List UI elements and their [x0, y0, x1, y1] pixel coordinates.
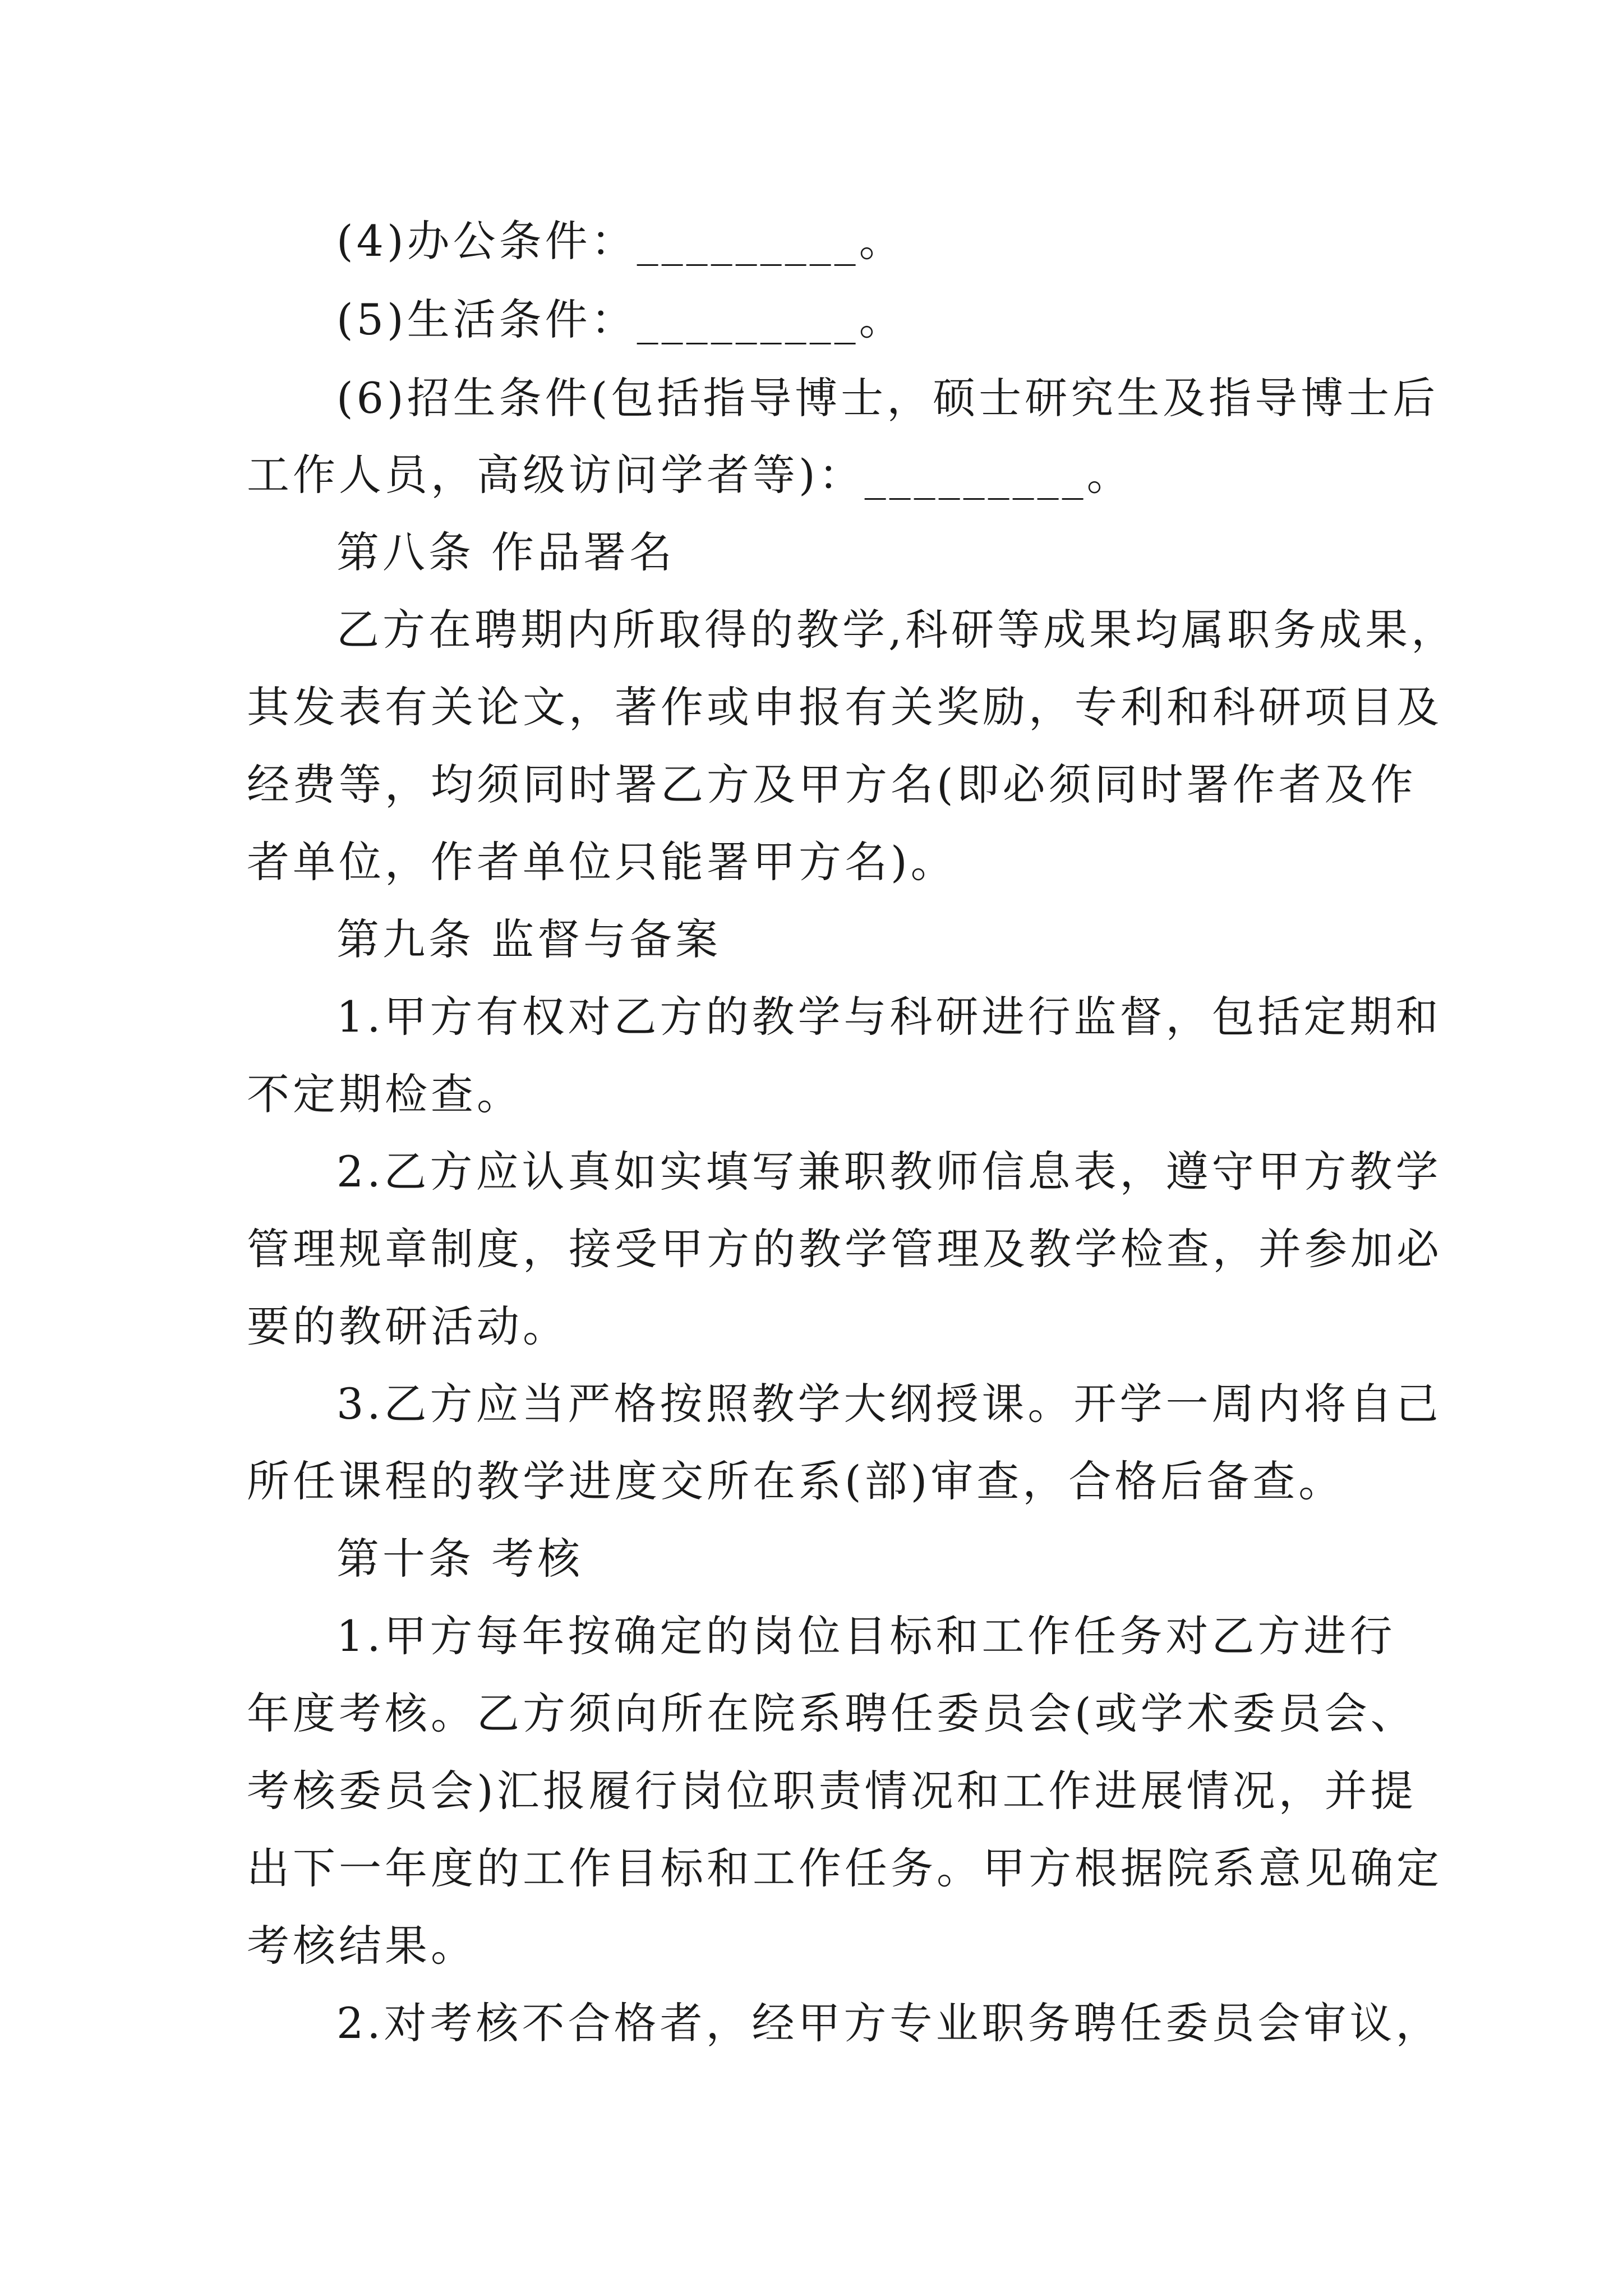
paragraph-line: 工作人员，高级访问学者等)：_________。 — [247, 450, 1133, 500]
paragraph-line: 要的教研活动。 — [247, 1301, 569, 1351]
paragraph-line: 其发表有关论文，著作或申报有关奖励，专利和科研项目及 — [247, 682, 1442, 732]
paragraph-line: 不定期检查。 — [247, 1069, 523, 1119]
article-8-heading: 第八条 作品署名 — [336, 527, 676, 577]
paragraph-line: 3.乙方应当严格按照教学大纲授课。开学一周内将自己 — [336, 1379, 1442, 1429]
paragraph-line: 年度考核。乙方须向所在院系聘任委员会(或学术委员会、 — [247, 1688, 1417, 1738]
paragraph-line: 管理规章制度，接受甲方的教学管理及教学检查，并参加必 — [247, 1224, 1442, 1274]
paragraph-line: 考核委员会)汇报履行岗位职责情况和工作进展情况，并提 — [247, 1766, 1417, 1816]
clause-living-conditions: (5)生活条件：_________。 — [336, 295, 905, 344]
paragraph-line: 经费等，均须同时署乙方及甲方名(即必须同时署作者及作 — [247, 760, 1417, 809]
paragraph-line: 2.乙方应认真如实填写兼职教师信息表，遵守甲方教学 — [336, 1147, 1442, 1197]
article-9-heading: 第九条 监督与备案 — [336, 914, 722, 964]
article-10-heading: 第十条 考核 — [336, 1534, 584, 1584]
paragraph-line: 所任课程的教学进度交所在系(部)审查，合格后备查。 — [247, 1456, 1345, 1506]
paragraph-line: 考核结果。 — [247, 1921, 477, 1971]
paragraph-line: 乙方在聘期内所取得的教学,科研等成果均属职务成果， — [336, 605, 1458, 655]
paragraph-line: 1.甲方每年按确定的岗位目标和工作任务对乙方进行 — [336, 1611, 1396, 1661]
clause-enrollment-conditions: (6)招生条件(包括指导博士，硕士研究生及指导博士后 — [336, 373, 1439, 423]
paragraph-line: 出下一年度的工作目标和工作任务。甲方根据院系意见确定 — [247, 1843, 1442, 1893]
paragraph-line: 1.甲方有权对乙方的教学与科研进行监督，包括定期和 — [336, 992, 1442, 1042]
clause-office-conditions: (4)办公条件：_________。 — [336, 216, 905, 266]
paragraph-line: 2.对考核不合格者，经甲方专业职务聘任委员会审议， — [336, 1998, 1442, 2048]
paragraph-line: 者单位，作者单位只能署甲方名)。 — [247, 837, 957, 887]
